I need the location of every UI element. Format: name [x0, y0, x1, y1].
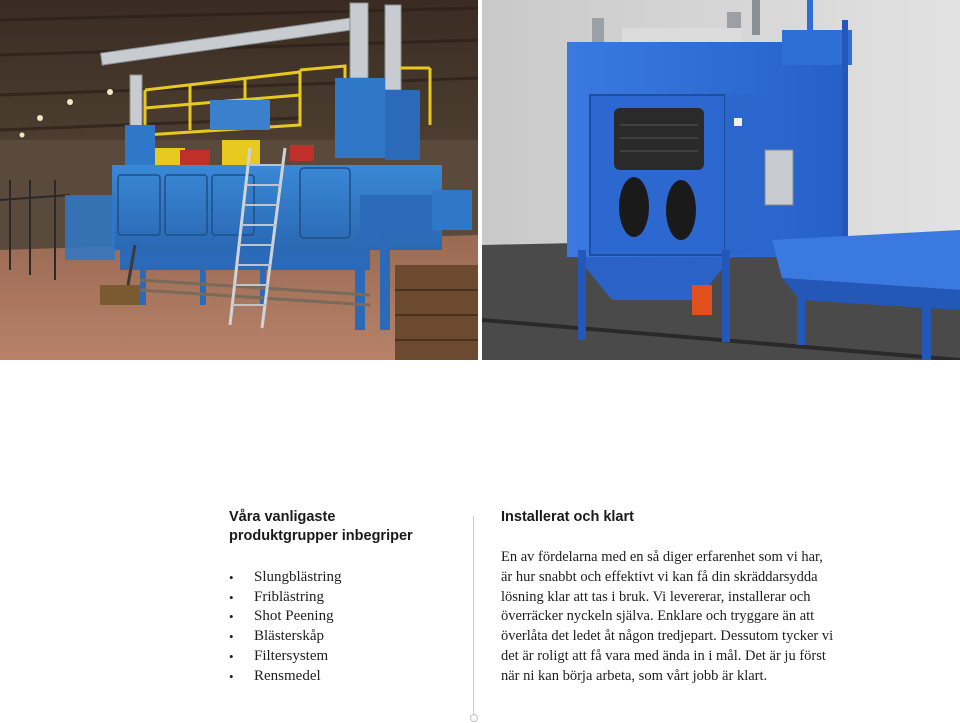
list-item	[229, 607, 459, 627]
list-item	[229, 627, 459, 647]
product-groups-section	[229, 508, 459, 686]
body-line: är hur snabbt och effektivt vi kan få din skräddarsydda	[501, 568, 818, 585]
list-item-label: Rensmedel	[254, 667, 321, 684]
bullet: •	[229, 570, 234, 585]
list-item	[229, 647, 459, 667]
heading-line-1: Våra vanligaste	[229, 509, 336, 525]
product-groups-list	[229, 568, 459, 686]
list-item	[229, 568, 459, 588]
list-item-label: Slungblästring	[254, 569, 342, 585]
bullet: •	[229, 648, 234, 664]
bullet: •	[229, 668, 234, 684]
product-groups-heading	[229, 508, 459, 546]
heading-line-2: produktgrupper inbegriper	[229, 528, 413, 544]
column-divider	[473, 516, 474, 720]
installation-body	[501, 548, 921, 687]
list-item	[229, 588, 459, 608]
list-item-label: Shot Peening	[254, 608, 334, 625]
photo-blasting-line	[0, 0, 478, 360]
body-line: överräcker nyckeln själva. Enklare och tryggare än att	[501, 608, 815, 625]
divider-end-dot	[470, 714, 478, 722]
list-item-label: Blästerskåp	[254, 628, 324, 645]
installation-heading: Installerat och klart	[501, 509, 634, 525]
body-line: överlåta det ledet åt någon tredjepart. Dessutom tycker vi	[501, 628, 834, 645]
body-line: lösning klar att tas i bruk. Vi levererar, installerar och	[501, 588, 811, 605]
body-line: när ni kan börja arbeta, som vårt jobb är klart.	[501, 667, 768, 684]
photo-blast-cabinet	[482, 0, 960, 360]
body-line: En av fördelarna med en så diger erfarenhet som vi har,	[501, 549, 823, 565]
bullet: •	[229, 589, 234, 605]
bullet: •	[229, 629, 234, 645]
list-item-label: Friblästring	[254, 588, 324, 605]
list-item	[229, 667, 459, 687]
bullet: •	[229, 609, 234, 625]
installation-section	[501, 508, 921, 687]
list-item-label: Filtersystem	[254, 647, 329, 664]
body-line: det är roligt att få vara med ända in i mål. Det är ju först	[501, 647, 826, 664]
